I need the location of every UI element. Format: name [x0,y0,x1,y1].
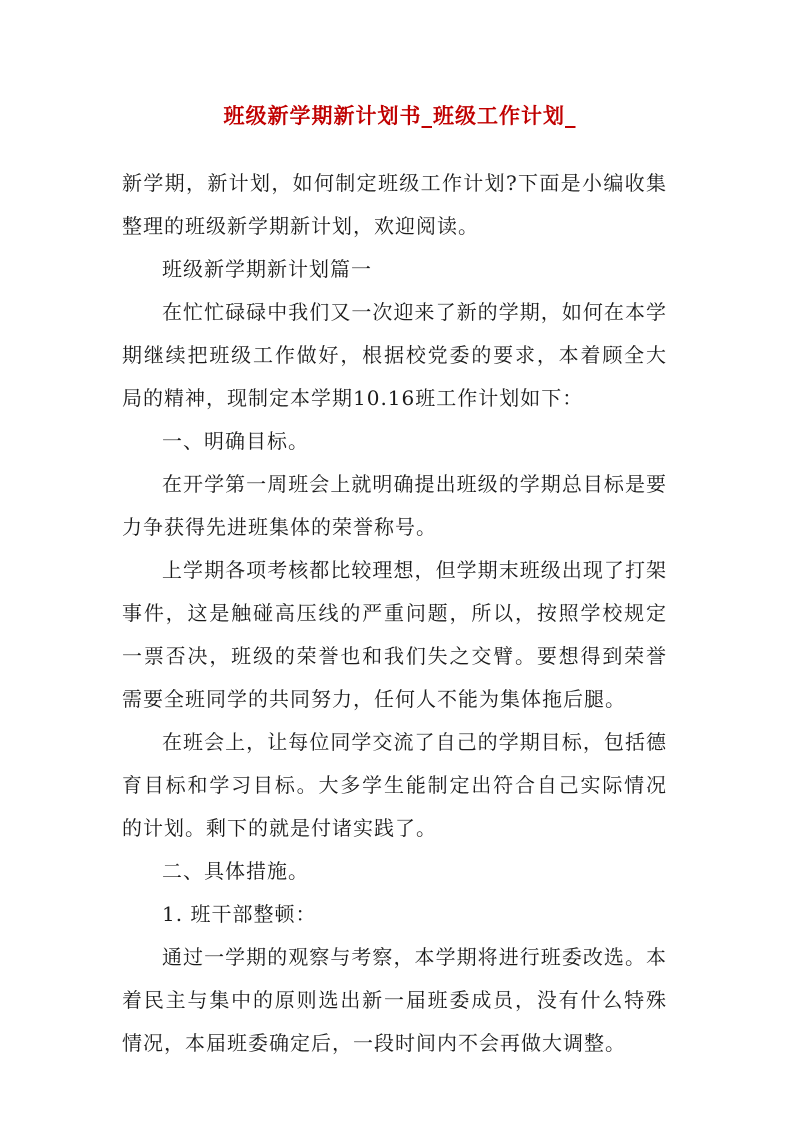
body-paragraph: 在班会上，让每位同学交流了自己的学期目标，包括德育目标和学习目标。大多学生能制定出符合自己实际情况的计划。剩下的就是付诸实践了。 [122,730,667,840]
body-paragraph: 在开学第一周班会上就明确提出班级的学期总目标是要力争获得先进班集体的荣誉称号。 [122,472,667,539]
section-heading-goals: 一、明确目标。 [162,429,309,453]
document-title: 班级新学期新计划书_班级工作计划_ [223,103,577,128]
section-heading-measures: 二、具体措施。 [162,859,309,883]
body-paragraph: 在忙忙碌碌中我们又一次迎来了新的学期，如何在本学期继续把班级工作做好，根据校党委的要求，本着顾全大局的精神，现制定本学期10.16班工作计划如下： [122,300,667,410]
section-heading-part-one: 班级新学期新计划篇一 [162,257,372,281]
body-paragraph: 通过一学期的观察与考察，本学期将进行班委改选。本着民主与集中的原则选出新一届班委成员，没有什么特殊情况，本届班委确定后，一段时间内不会再做大调整。 [122,945,667,1055]
intro-paragraph: 新学期，新计划，如何制定班级工作计划?下面是小编收集整理的班级新学期新计划，欢迎阅读。 [122,171,667,238]
body-paragraph: 上学期各项考核都比较理想，但学期末班级出现了打架事件，这是触碰高压线的严重问题，所以，按照学校规定一票否决，班级的荣誉也和我们失之交臂。要想得到荣誉需要全班同学的共同努力，任何人不能为集体拖后腿。 [122,558,667,711]
document-body [122,162,667,1065]
subheading-class-committee: 1. 班干部整顿： [162,902,317,926]
